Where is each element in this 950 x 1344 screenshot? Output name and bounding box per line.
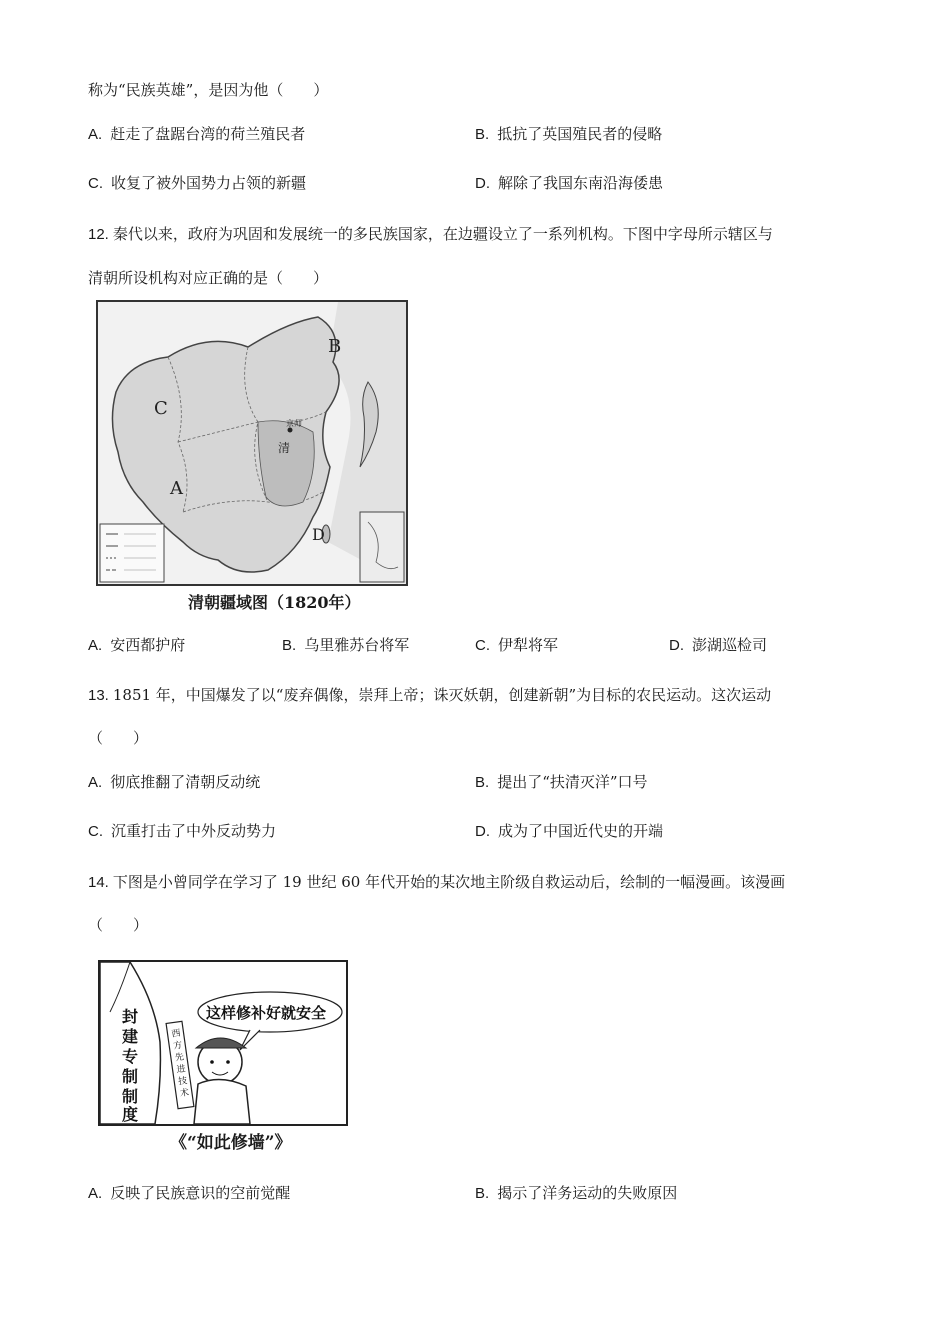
option-text: 彻底推翻了清朝反动统 <box>110 773 261 791</box>
map-caption: 清朝疆域图（1820年） <box>188 593 361 612</box>
option-letter: A. <box>88 637 103 654</box>
q12-option-b[interactable] <box>282 635 409 656</box>
q11-option-b[interactable] <box>475 124 662 145</box>
q12-option-c[interactable] <box>475 635 558 656</box>
q13-stem-line2: （ ） <box>88 729 149 747</box>
option-text: 抵抗了英国殖民者的侵略 <box>497 125 663 143</box>
q11-option-c[interactable] <box>88 173 306 194</box>
option-letter: D. <box>475 823 490 840</box>
cartoon-patch-text: 西 方 先 进 技 术 <box>171 1028 190 1100</box>
question-text: 1851 年，中国爆发了以“废弃偶像，崇拜上帝；诛灭妖朝，创建新朝”为目标的农民运动。这次运动 <box>112 686 772 704</box>
option-text: 沉重打击了中外反动势力 <box>111 822 277 840</box>
option-letter: B. <box>475 1185 490 1202</box>
q14-stem-line2: （ ） <box>88 916 149 934</box>
cartoon-caption: 《“如此修墙”》 <box>170 1133 292 1153</box>
q14-option-a[interactable] <box>88 1183 290 1204</box>
option-letter: B. <box>282 637 297 654</box>
cartoon-illustration <box>98 960 348 1126</box>
option-text: 安西都护府 <box>110 636 186 654</box>
map-label-qing: 清 <box>278 441 291 455</box>
question-number: 12. <box>88 226 109 243</box>
q13-option-c[interactable] <box>88 821 276 842</box>
q13-option-d[interactable] <box>475 821 663 842</box>
map-label-c: C <box>154 398 168 419</box>
q13-stem-line1 <box>88 685 771 706</box>
option-letter: B. <box>475 774 490 791</box>
option-text: 乌里雅苏台将军 <box>304 636 410 654</box>
option-text: 提出了“扶清灭洋”口号 <box>497 773 648 791</box>
option-letter: A. <box>88 126 103 143</box>
q13-option-b[interactable] <box>475 772 648 793</box>
q14-option-b[interactable] <box>475 1183 677 1204</box>
option-letter: B. <box>475 126 490 143</box>
map-label-b: B <box>328 336 342 357</box>
option-letter: D. <box>669 637 684 654</box>
q12-option-a[interactable] <box>88 635 185 656</box>
map-label-capital: 京师 <box>286 419 302 428</box>
map-label-a: A <box>170 478 183 499</box>
option-text: 伊犁将军 <box>498 636 559 654</box>
q14-stem-line1 <box>88 872 785 893</box>
question-text: 下图是小曾同学在学习了 19 世纪 60 年代开始的某次地主阶级自救运动后，绘制的一幅漫画。该漫画 <box>112 873 786 891</box>
q12-stem-line2: 清朝所设机构对应正确的是（ ） <box>88 269 329 287</box>
map-illustration <box>98 302 406 584</box>
question-number: 13. <box>88 687 109 704</box>
question-number: 14. <box>88 874 109 891</box>
cartoon-speech: 这样修补好就安全 <box>206 1004 327 1022</box>
cartoon-wall-text: 封 建 专 制 制 度 <box>122 1007 139 1124</box>
qing-territory-map <box>96 300 408 586</box>
q11-option-d[interactable] <box>475 173 663 194</box>
option-letter: A. <box>88 774 103 791</box>
option-text: 赶走了盘踞台湾的荷兰殖民者 <box>110 125 306 143</box>
map-label-d: D <box>312 525 325 544</box>
option-letter: C. <box>475 637 490 654</box>
cartoon-drawing <box>100 962 346 1124</box>
option-letter: A. <box>88 1185 103 1202</box>
q12-option-d[interactable] <box>669 635 767 656</box>
q11-option-a[interactable] <box>88 124 305 145</box>
option-letter: C. <box>88 823 103 840</box>
q12-stem-line1 <box>88 224 773 245</box>
option-text: 解除了我国东南沿海倭患 <box>498 174 664 192</box>
option-text: 收复了被外国势力占领的新疆 <box>111 174 307 192</box>
q11-stem-end: 称为“民族英雄”，是因为他（ ） <box>88 81 329 99</box>
question-text: 秦代以来，政府为巩固和发展统一的多民族国家，在边疆设立了一系列机构。下图中字母所示辖区与 <box>112 225 773 243</box>
option-letter: C. <box>88 175 103 192</box>
q13-option-a[interactable] <box>88 772 260 793</box>
option-text: 成为了中国近代史的开端 <box>498 822 664 840</box>
option-text: 反映了民族意识的空前觉醒 <box>110 1184 291 1202</box>
option-text: 揭示了洋务运动的失败原因 <box>497 1184 678 1202</box>
option-letter: D. <box>475 175 490 192</box>
option-text: 澎湖巡检司 <box>692 636 768 654</box>
